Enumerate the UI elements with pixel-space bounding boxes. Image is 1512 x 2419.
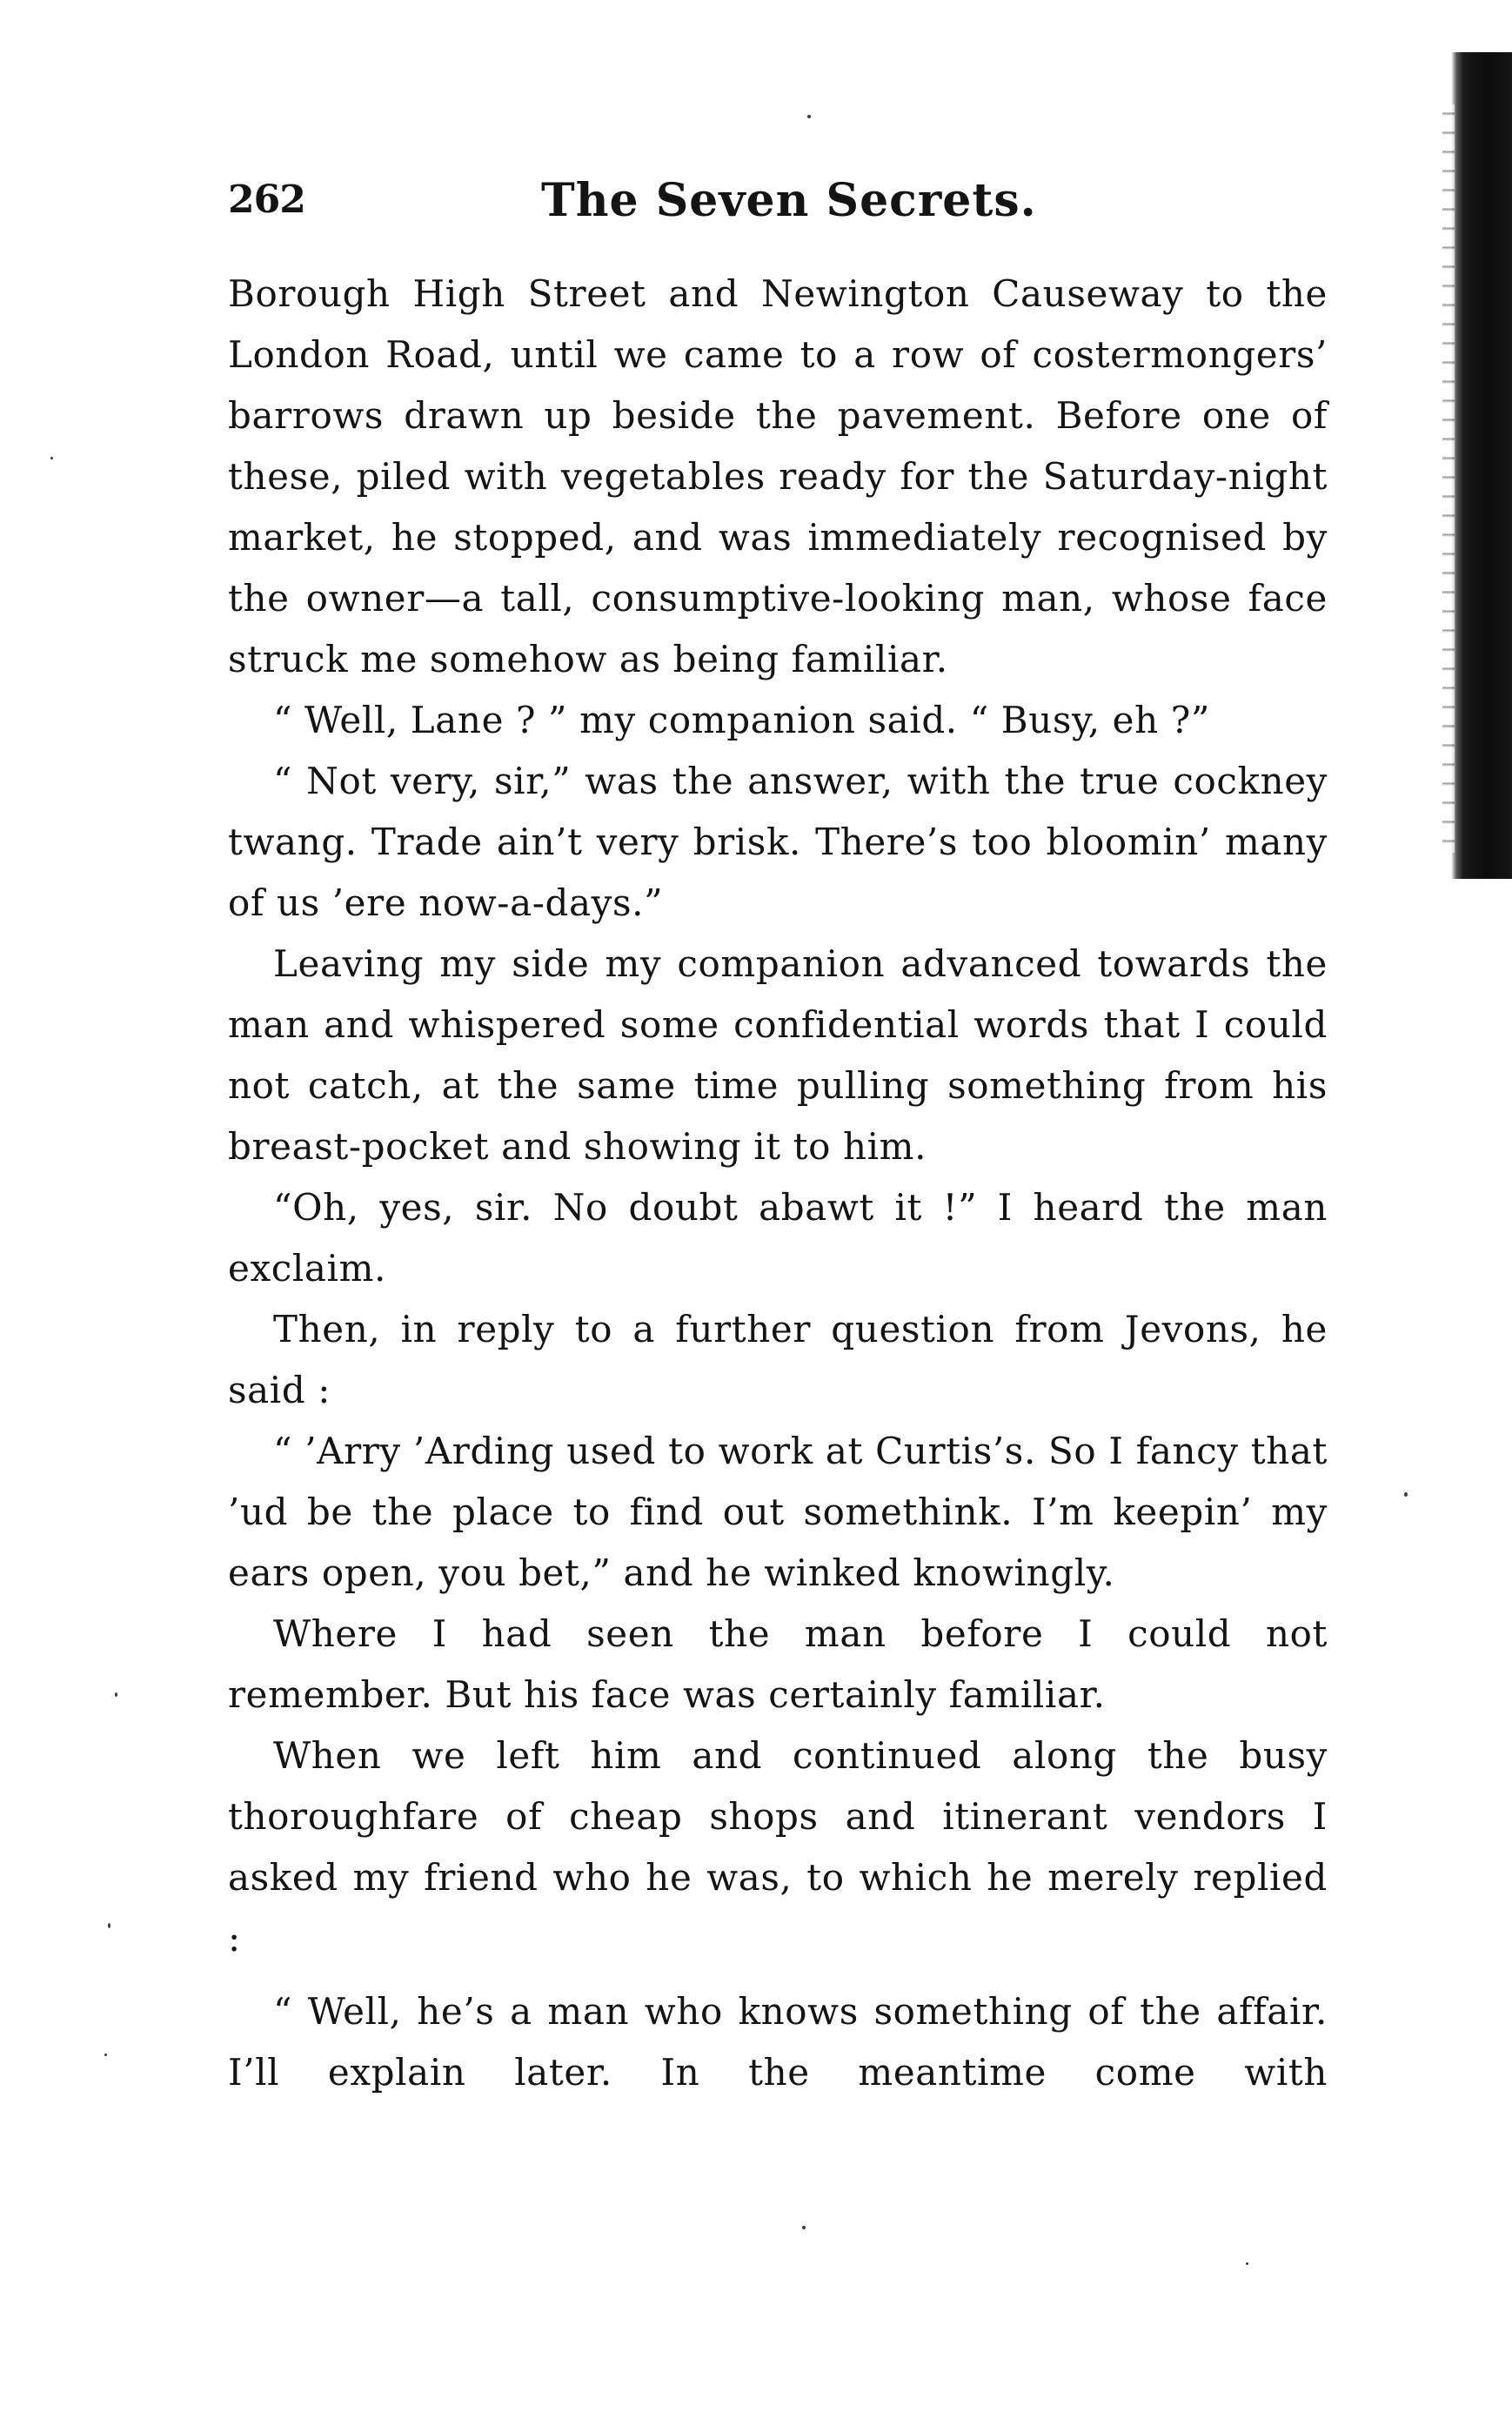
running-head	[228, 174, 1324, 235]
scan-speck	[807, 115, 811, 118]
paragraph-dialogue: “ ’Arry ’Arding used to work at Curtis’s. So I fancy that ’ud be the place to find out somethink. I’m keepin’ my ears open, you bet,” and he winked knowingly.	[228, 1430, 1328, 1594]
paragraph-continuation: Borough High Street and Newington Causeway to the London Road, until we came to a row of costermongers’ barrows drawn up beside the pavement. Before one of these, piled with vegetables ready for the Saturday-night market, he stopped, and was immediately recognised by the owner—a tall, consumptive-looking man, whose face struck me somehow as being familiar.	[228, 272, 1328, 680]
scan-speck	[108, 1923, 110, 1928]
paragraph-dialogue: “ Well, he’s a man who knows something of the affair. I’ll explain later. In the meantime come with	[228, 1990, 1328, 2094]
scan-speck	[115, 1692, 117, 1697]
running-title: The Seven Secrets.	[541, 174, 1037, 227]
paragraph-dialogue: “ Not very, sir,” was the answer, with the true cockney twang. Trade ain’t very brisk. There’s too bloomin’ many of us ’ere now-a-days.”	[228, 760, 1328, 924]
paragraph: Then, in reply to a further question from Jevons, he said :	[228, 1308, 1328, 1411]
paragraph-dialogue: “Oh, yes, sir. No doubt abawt it !” I heard the man exclaim.	[228, 1186, 1328, 1290]
scan-speck	[104, 2054, 107, 2056]
scan-speck	[1246, 2262, 1248, 2265]
binding-edge-texture	[1442, 104, 1455, 853]
body-text	[228, 264, 1328, 2103]
scan-speck	[1404, 1492, 1408, 1497]
paragraph: Where I had seen the man before I could not remember. But his face was certainly familiar.	[228, 1612, 1328, 1716]
scan-speck	[50, 457, 53, 459]
paragraph-dialogue: “ Well, Lane ? ” my companion said. “ Busy, eh ?”	[273, 699, 1210, 741]
paragraph: When we left him and continued along the busy thoroughfare of cheap shops and itinerant vendors I asked my friend who he was, to which he merely replied :	[228, 1734, 1328, 1960]
scan-speck	[802, 2226, 806, 2229]
binding-gutter	[1451, 52, 1512, 879]
page-number: 262	[228, 178, 305, 222]
paragraph: Leaving my side my companion advanced towards the man and whispered some confidential words that I could not catch, at the same time pulling something from his breast-pocket and showing it to him.	[228, 942, 1328, 1168]
